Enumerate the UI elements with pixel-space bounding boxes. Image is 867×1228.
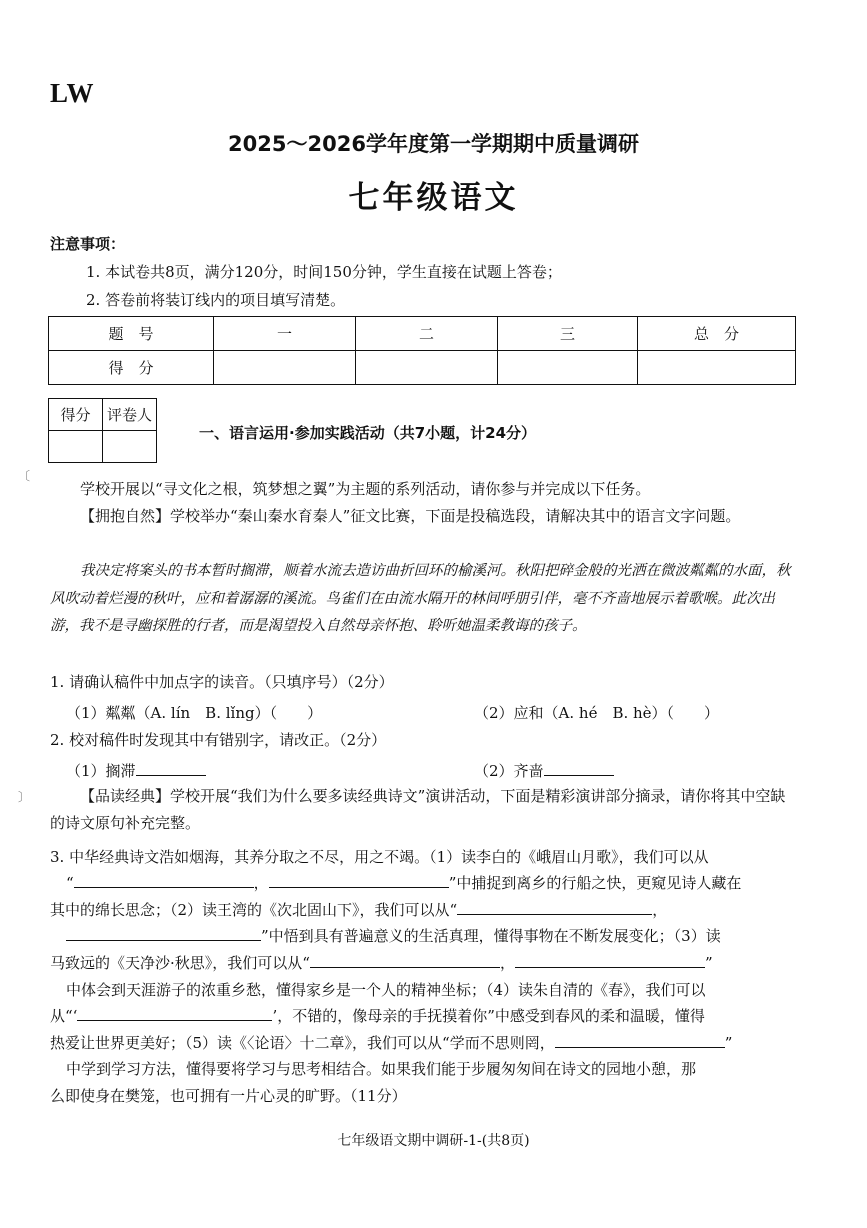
comma: ， xyxy=(652,901,668,919)
section-intro: 学校开展以“寻文化之根，筑梦想之翼”为主题的系列活动，请你参与并完成以下任务。 xyxy=(80,480,651,498)
score-cell[interactable] xyxy=(498,351,638,385)
question-3-text: 其中的绵长思念；（2）读王湾的《次北固山下》，我们可以从“ xyxy=(50,901,458,919)
answer-blank[interactable] xyxy=(515,953,705,968)
score-header: 题 号 xyxy=(49,317,214,351)
question-2-part-2 xyxy=(474,760,614,781)
answer-blank[interactable] xyxy=(310,953,500,968)
grader-name-label: 评卷人 xyxy=(103,399,157,431)
margin-mark: 〕 xyxy=(18,790,31,804)
score-cell[interactable] xyxy=(214,351,356,385)
grader-score-cell[interactable] xyxy=(49,431,103,463)
quote-mark: ” xyxy=(704,954,713,972)
quote-mark: ” xyxy=(724,1034,733,1052)
question-2: 2. 校对稿件时发现其中有错别字，请改正。（2分） xyxy=(50,731,387,749)
answer-blank[interactable] xyxy=(66,926,261,941)
notice-heading: 注意事项： xyxy=(50,235,126,253)
question-3-line xyxy=(66,872,741,893)
score-cell[interactable] xyxy=(356,351,498,385)
score-header: 总 分 xyxy=(638,317,796,351)
score-header: 二 xyxy=(356,317,498,351)
page-footer: 七年级语文期中调研-1-(共8页) xyxy=(337,1133,530,1149)
answer-blank[interactable] xyxy=(77,1006,272,1021)
score-header: 一 xyxy=(214,317,356,351)
answer-blank[interactable] xyxy=(136,761,206,776)
section-title: 一、语言运用·参加实践活动（共7小题，计24分） xyxy=(199,424,537,442)
question-2-part-1 xyxy=(66,760,206,781)
quote-mark: “ xyxy=(66,874,74,892)
score-table xyxy=(48,316,796,385)
question-1: 1. 请确认稿件中加点字的读音。（只填序号）（2分） xyxy=(50,673,394,691)
question-3-text: ’，不错的，像母亲的手抚摸着你”中感受到春风的柔和温暖，懂得 xyxy=(272,1007,705,1025)
question-3-line xyxy=(50,1005,705,1026)
question-2-part-1-label: （1）搁滞 xyxy=(66,762,136,780)
question-3-line xyxy=(50,1032,732,1053)
question-3-text: 从“‘ xyxy=(50,1007,78,1025)
grader-score-label: 得分 xyxy=(49,399,103,431)
subject-title: 七年级语文 xyxy=(348,180,519,216)
task-classics: 【品读经典】学校开展“我们为什么要多读经典诗文”演讲活动，下面是精彩演讲部分摘录，请你将其中空缺的诗文原句补充完整。 xyxy=(50,787,786,832)
exam-title: 2025～2026学年度第一学期期中质量调研 xyxy=(228,132,639,156)
question-1-part-1: （1）粼粼（A. lín B. lǐng）（ ） xyxy=(66,704,323,722)
question-3-line: 中体会到天涯游子的浓重乡愁，懂得家乡是一个人的精神坐标；（4）读朱自清的《春》，我们可以 xyxy=(66,981,706,999)
question-3-line xyxy=(50,952,713,973)
grader-name-cell[interactable] xyxy=(103,431,157,463)
task-nature: 【拥抱自然】学校举办“秦山秦水育秦人”征文比赛，下面是投稿选段，请解决其中的语言文字问题。 xyxy=(80,507,741,525)
question-3-line: 么即使身在樊笼，也可拥有一片心灵的旷野。（11分） xyxy=(50,1087,407,1105)
question-3-text: 热爱让世界更美好；（5）读《〈论语〉十二章》，我们可以从“学而不思则罔， xyxy=(50,1034,555,1052)
comma: ， xyxy=(253,874,269,892)
notice-item: 2. 答卷前将装订线内的项目填写清楚。 xyxy=(86,291,346,309)
question-3-text: 马致远的《天净沙·秋思》，我们可以从“ xyxy=(50,954,310,972)
paper-code: LW xyxy=(50,78,95,108)
question-1-part-2: （2）应和（A. hé B. hè）（ ） xyxy=(474,704,720,722)
question-3-line: 中学到学习方法，懂得要将学习与思考相结合。如果我们能于步履匆匆间在诗文的园地小憩，那 xyxy=(66,1060,697,1078)
answer-blank[interactable] xyxy=(457,900,652,915)
comma: ， xyxy=(499,954,515,972)
question-2-part-2-label: （2）齐啬 xyxy=(474,762,544,780)
answer-blank[interactable] xyxy=(74,873,254,888)
answer-blank[interactable] xyxy=(544,761,614,776)
score-cell[interactable] xyxy=(638,351,796,385)
score-header: 三 xyxy=(498,317,638,351)
question-3-text: ”中悟到具有普遍意义的生活真理，懂得事物在不断发展变化；（3）读 xyxy=(261,927,721,945)
question-3-line xyxy=(66,925,721,946)
score-row-label: 得 分 xyxy=(49,351,214,385)
margin-mark: 〔 xyxy=(18,469,31,483)
question-3-text: ”中捕捉到离乡的行船之快，更窥见诗人藏在 xyxy=(448,874,742,892)
notice-item: 1. 本试卷共8页，满分120分，时间150分钟，学生直接在试题上答卷； xyxy=(86,263,562,281)
question-3-line: 3. 中华经典诗文浩如烟海，其养分取之不尽，用之不竭。（1）读李白的《峨眉山月歌》，我们可以从 xyxy=(50,848,709,866)
answer-blank[interactable] xyxy=(269,873,449,888)
essay-excerpt: 我决定将案头的书本暂时搁滞，顺着水流去造访曲折回环的榆溪河。秋阳把碎金般的光洒在微波粼粼的水面，秋风吹动着烂漫的秋叶，应和着潺潺的溪流。鸟雀们在由流水隔开的林间呼朋引伴，毫不齐啬地展示着歌喉。此次出游，我不是寻幽探胜的行者，而是渴望投入自然母亲怀抱、聆听她温柔教诲的孩子。 xyxy=(50,563,791,634)
grader-box xyxy=(48,398,157,463)
question-3-line xyxy=(50,899,667,920)
answer-blank[interactable] xyxy=(555,1033,725,1048)
